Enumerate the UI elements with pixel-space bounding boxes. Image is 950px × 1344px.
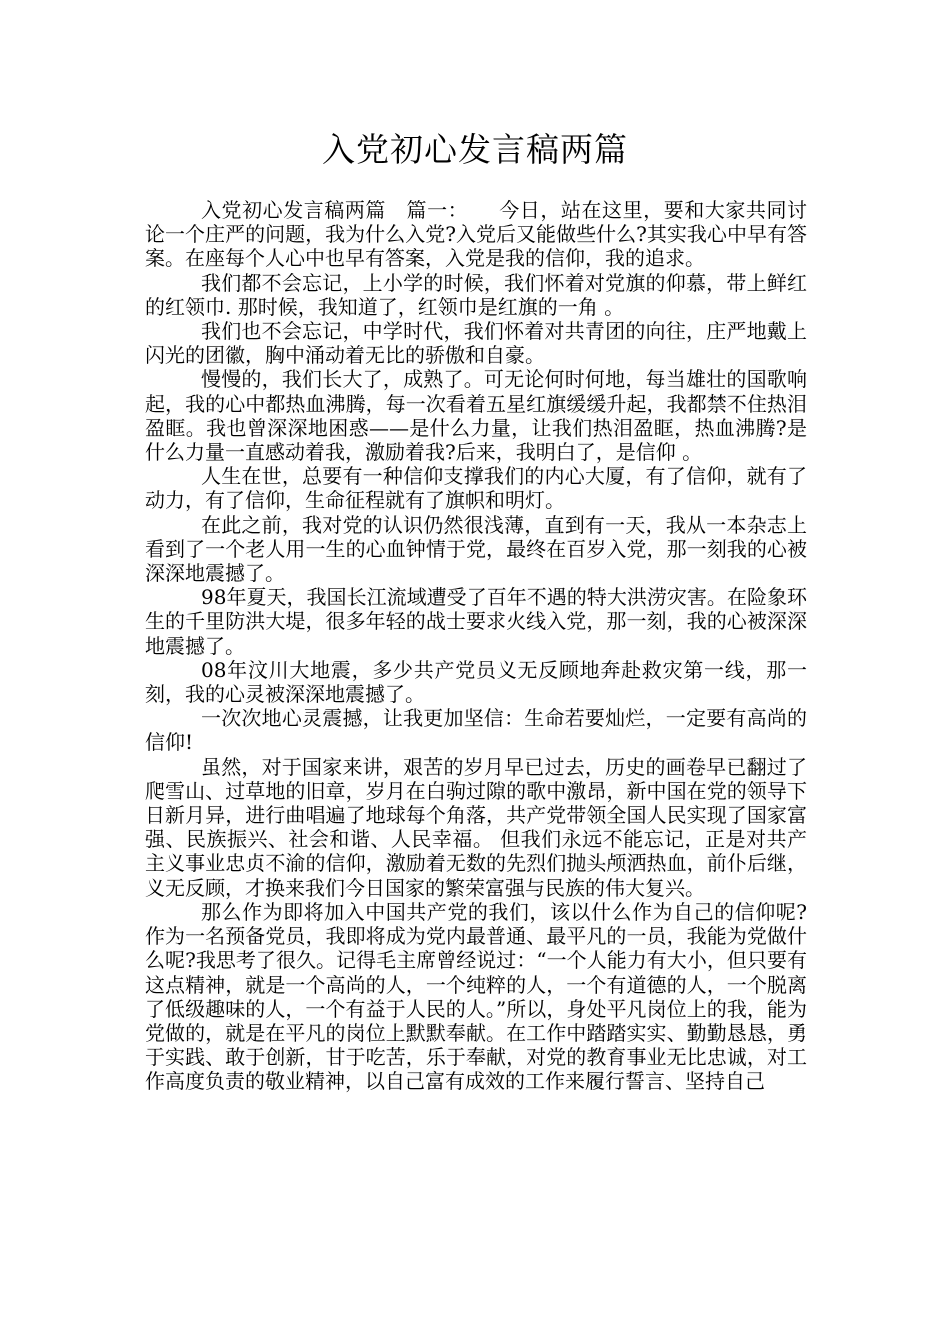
paragraph: 那么作为即将加入中国共产党的我们，该以什么作为自己的信仰呢?作为一名预备党员，我即将成为党内最普通、最平凡的一员，我能为党做什么呢?我思考了很久。记得毛主席曾经说过：“一个人能力有大小，但只要有这点精神，就是一个高尚的人，一个纯粹的人，一个有道德的人，一个脱离了低级趣味的人，一个有益于人民的人。”所以，身处平凡岗位上的我，能为党做的，就是在平凡的岗位上默默奉献。在工作中踏踏实实、勤勤恳恳，勇于实践、敢于创新，甘于吃苦，乐于奉献，对党的教育事业无比忠诚，对工作高度负责的敬业精神，以自己富有成效的工作来履行誓言、坚持自己 [145, 899, 807, 1094]
paragraph: 在此之前，我对党的认识仍然很浅薄，直到有一天，我从一本杂志上看到了一个老人用一生的心血钟情于党，最终在百岁入党，那一刻我的心被深深地震撼了。 [145, 512, 807, 586]
document-body [145, 198, 807, 1094]
paragraph: 慢慢的，我们长大了，成熟了。可无论何时何地，每当雄壮的国歌响起，我的心中都热血沸腾，每一次看着五星红旗缓缓升起，我都禁不住热泪盈眶。我也曾深深地困惑——是什么力量，让我们热泪盈眶，热血沸腾?是什么力量一直感动着我，激励着我?后来，我明白了，是信仰 。 [145, 367, 807, 465]
paragraph: 一次次地心灵震撼，让我更加坚信：生命若要灿烂，一定要有高尚的信仰! [145, 706, 807, 755]
paragraph: 入党初心发言稿两篇 篇一： 今日，站在这里，要和大家共同讨论一个庄严的问题，我为什么入党?入党后又能做些什么?其实我心中早有答案。在座每个人心中也早有答案，入党是我的信仰，我的追求。 [145, 198, 807, 271]
paragraph: 人生在世，总要有一种信仰支撑我们的内心大厦，有了信仰，就有了动力，有了信仰，生命征程就有了旗帜和明灯。 [145, 464, 807, 513]
paragraph: 08年汶川大地震，多少共产党员义无反顾地奔赴救灾第一线，那一刻，我的心灵被深深地震撼了。 [145, 657, 807, 707]
paragraph: 98年夏天，我国长江流域遭受了百年不遇的特大洪涝灾害。在险象环生的千里防洪大堤，很多年轻的战士要求火线入党，那一刻，我的心被深深地震撼了。 [145, 585, 807, 658]
paragraph: 虽然，对于国家来讲，艰苦的岁月早已过去，历史的画卷早已翻过了爬雪山、过草地的旧章，岁月在白驹过隙的歌中激昂，新中国在党的领导下日新月异，进行曲唱遍了地球每个角落，共产党带领全国人民实现了国家富强、民族振兴、社会和谐、人民幸福。 但我们永远不能忘记，正是对共产主义事业忠贞不渝的信仰，激励着无数的先烈们抛头颅洒热血，前仆后继，义无反顾，才换来我们今日国家的繁荣富强与民族的伟大复兴。 [145, 754, 807, 900]
paragraph: 我们都不会忘记，上小学的时候，我们怀着对党旗的仰慕，带上鲜红的红领巾. 那时候，我知道了，红领巾是红旗的一角 。 [145, 270, 807, 319]
document-title: 入党初心发言稿两篇 [322, 130, 628, 169]
paragraph: 我们也不会忘记，中学时代，我们怀着对共青团的向往，庄严地戴上闪光的团徽，胸中涌动着无比的骄傲和自豪。 [145, 319, 807, 368]
